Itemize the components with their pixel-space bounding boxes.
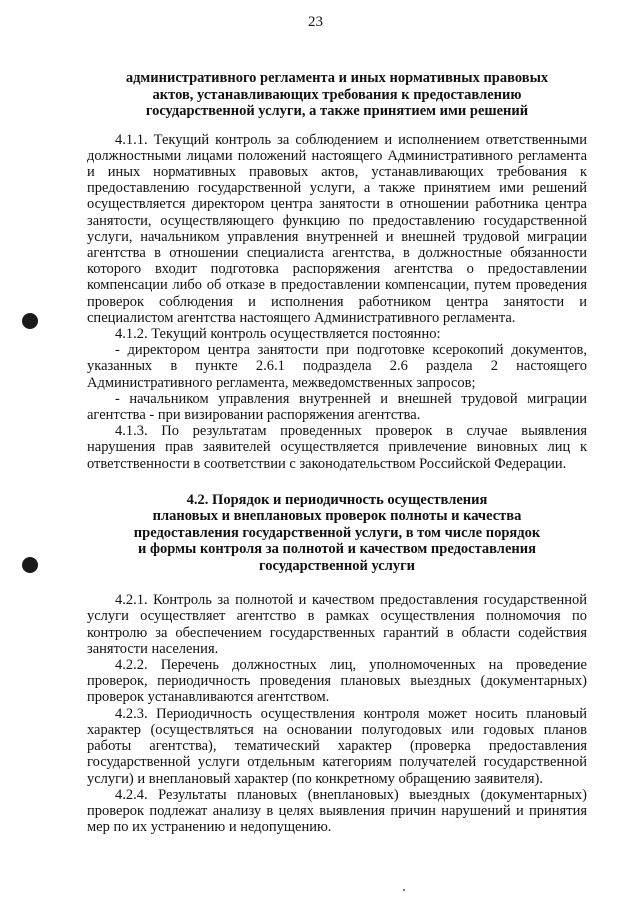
heading-line: государственной услуги, а также принятием ими решений — [145, 103, 529, 119]
heading-line: 4.2. Порядок и периодичность осуществления — [186, 491, 488, 508]
paragraph-4-1-2-item-2: - начальником управления внутренней и внешней трудовой миграции агентства - при визировании распоряжения агентства. — [87, 390, 587, 423]
paragraph-4-2-1: 4.2.1. Контроль за полнотой и качеством предоставления государственной услуги осуществляет агентство в рамках осуществления полномочия по контролю за обеспечением государственных гарантий в области содействия занятости населения. — [87, 592, 587, 657]
heading-line: актов, устанавливающих требования к предоставлению — [152, 86, 522, 103]
paragraph-4-1-2-item-1: - директором центра занятости при подготовке ксерокопий документов, указанных в пункте 2.6.1 подраздела 2.6 раздела 2 настоящего Административного регламента, межведомственных запросов; — [87, 342, 587, 391]
paragraph-4-1-3: 4.1.3. По результатам проведенных проверок в случае выявления нарушения прав заявителей осуществляется привлечение виновных лиц к ответственности в соответствии с законодательством Российской Федерации. — [87, 423, 587, 472]
document-body — [87, 70, 587, 835]
heading-line: государственной услуги — [258, 557, 416, 574]
paragraph-4-1-2: 4.1.2. Текущий контроль осуществляется постоянно: — [115, 325, 441, 342]
heading-line: и формы контроля за полнотой и качеством предоставления — [138, 541, 536, 558]
paragraph-4-2-4: 4.2.4. Результаты плановых (внеплановых) выездных (документарных) проверок подлежат анализу в целях выявления причин нарушений и принятия мер по их устранению и недопущению. — [87, 786, 587, 836]
heading-line: предоставления государственной услуги, в том числе порядок — [133, 524, 541, 541]
heading-line: плановых и внеплановых проверок полноты и качества — [152, 508, 522, 525]
paragraph-4-2-2: 4.2.2. Перечень должностных лиц, уполномоченных на проведение проверок, периодичность проведения плановых выездных (документарных) проверок устанавливаются агентством. — [87, 657, 587, 706]
paragraph-4-1-1: 4.1.1. Текущий контроль за соблюдением и исполнением ответственными должностными лицами положений настоящего Административного регламента и иных нормативных правовых актов, устанавливающих требования к предоставлению государственной услуги, а также принятием ими решений осуществляется директором центра занятости в отношении работника центра занятости, осуществляющего функцию по предоставлению государственной услуги, начальником управления внутренней и внешней трудовой миграции агентства в отношении специалиста агентства, в должностные обязанности которого входит подготовка распоряжения агентства о предоставлении компенсации либо об отказе в предоставлении компенсации, путем проведения проверок соблюдения и исполнения работником центра занятости и специалистом агентства настоящего Административного регламента. — [87, 131, 587, 326]
punch-hole-icon — [22, 313, 38, 329]
punch-hole-icon — [22, 557, 38, 573]
section-heading-4-2 — [87, 492, 587, 575]
paragraph-4-2-3: 4.2.3. Периодичность осуществления контроля может носить плановый характер (осуществляться на основании полугодовых или годовых планов работы агентства), тематический характер (проверка предоставления государственной услуги отдельным категориям получателей государственной услуги) и внеплановый характер (по конкретному обращению заявителя). — [87, 705, 587, 787]
scan-speck — [403, 889, 405, 891]
heading-line: административного регламента и иных нормативных правовых — [125, 70, 549, 86]
section-heading-continuation — [87, 70, 587, 120]
page-number: 23 — [308, 14, 323, 30]
